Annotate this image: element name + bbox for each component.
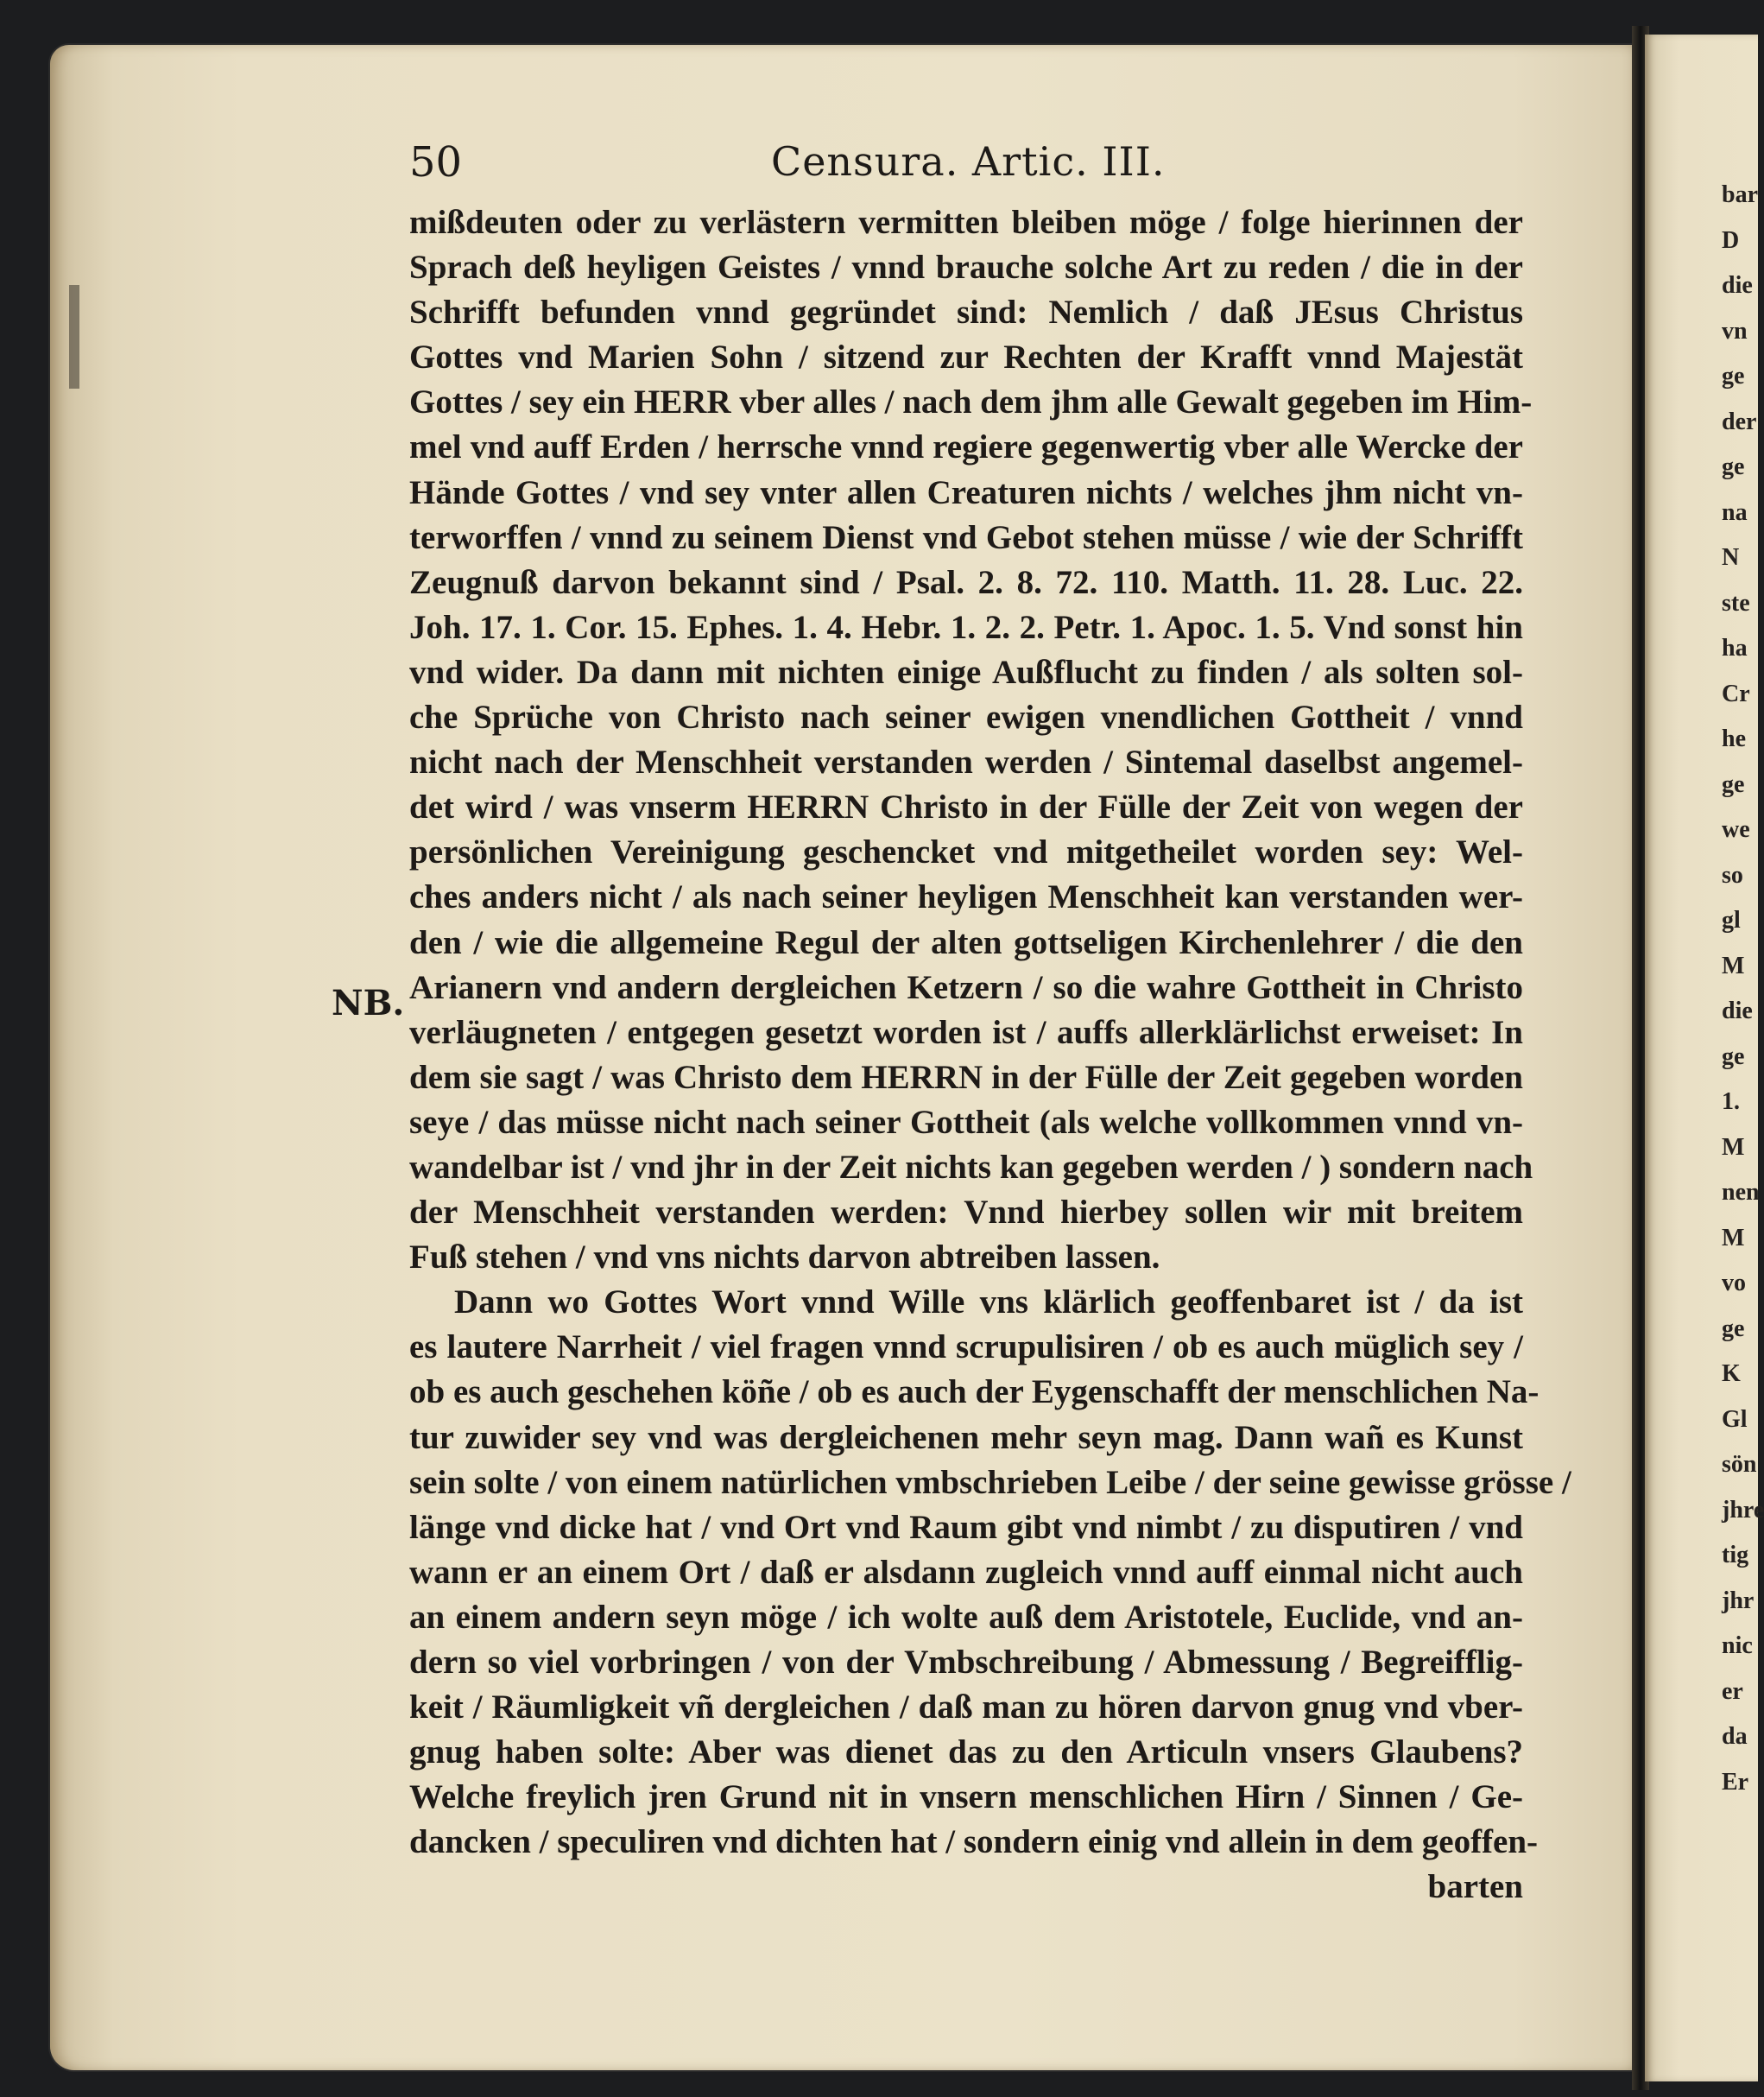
text-line: Gottes vnd Marien Sohn / sitzend zur Rechten der Krafft vnnd Majestät xyxy=(409,339,1523,377)
text-line: nicht nach der Menschheit verstanden werden / Sintemal daselbst angemel- xyxy=(409,744,1523,782)
fragment: Cr xyxy=(1722,680,1750,707)
text-line: Sprach deß heyligen Geistes / vnnd brauche solche Art zu reden / die in der xyxy=(409,249,1523,287)
text-line: ob es auch geschehen köñe / ob es auch der Eygenschafft der menschlichen Na- xyxy=(409,1373,1540,1411)
fragment: nen xyxy=(1722,1179,1760,1206)
fragment: gl xyxy=(1722,907,1741,934)
catchword: barten xyxy=(1427,1868,1523,1906)
fragment: Gl xyxy=(1722,1405,1748,1433)
fragment: der xyxy=(1722,408,1757,435)
text-line: gnug haben solte: Aber was dienet das zu den Articuln vnsers Glaubens? xyxy=(409,1733,1523,1771)
fragment: M xyxy=(1722,1133,1745,1161)
text-line: länge vnd dicke hat / vnd Ort vnd Raum gibt vnd nimbt / zu disputiren / vnd xyxy=(409,1508,1523,1546)
text-line: seye / das müsse nicht nach seiner Gottheit (als welche vollkommen vnnd vn- xyxy=(409,1103,1523,1141)
text-line: wann er an einem Ort / daß er alsdann zugleich vnnd auff einmal nicht auch xyxy=(409,1553,1523,1591)
fragment: tig xyxy=(1722,1542,1749,1568)
text-line: det wird / was vnserm HERRN Christo in der Fülle der Zeit von wegen der xyxy=(409,789,1523,827)
fragment: die xyxy=(1722,272,1753,299)
text-line: Welche freylich jren Grund nit in vnsern menschlichen Hirn / Sinnen / Ge- xyxy=(409,1778,1523,1816)
fragment: vn xyxy=(1722,317,1748,345)
fragment: ge xyxy=(1722,1042,1745,1070)
fragment: bar xyxy=(1722,181,1758,208)
text-line: an einem andern seyn möge / ich wolte auß dem Aristotele, Euclide, vnd an- xyxy=(409,1598,1523,1636)
text-line: den / wie die allgemeine Regul der alten gottseligen Kirchenlehrer / die den xyxy=(409,923,1523,961)
text-line: mel vnd auff Erden / herrsche vnnd regiere gegenwertig vber alle Wercke der xyxy=(409,428,1523,466)
text-line: dancken / speculiren vnd dichten hat / sondern einig vnd allein in dem geoffen- xyxy=(409,1823,1539,1861)
fragment: die xyxy=(1722,998,1753,1024)
text-line: persönlichen Vereinigung geschencket vnd mitgetheilet worden sey: Wel- xyxy=(409,833,1523,871)
fragment: 1. xyxy=(1722,1088,1740,1115)
fragment: M xyxy=(1722,1224,1745,1251)
fragment: ste xyxy=(1722,589,1750,617)
text-line: Schrifft befunden vnnd gegründet sind: Nemlich / daß JEsus Christus xyxy=(409,294,1523,332)
text-line: Joh. 17. 1. Cor. 15. Ephes. 1. 4. Hebr. 1. 2. 2. Petr. 1. Apoc. 1. 5. Vnd sonst hin xyxy=(409,608,1523,646)
text-line: es lautere Narrheit / viel fragen vnnd scrupulisiren / ob es auch müglich sey / xyxy=(409,1328,1523,1366)
text-line: Gottes / sey ein HERR vber alles / nach dem jhm alle Gewalt gegeben im Him- xyxy=(409,383,1533,421)
running-head: Censura. Artic. III. xyxy=(771,138,1166,185)
text-line: tur zuwider sey vnd was dergleichenen mehr seyn mag. Dann wañ es Kunst xyxy=(409,1418,1523,1456)
text-line: dem sie sagt / was Christo dem HERRN in der Fülle der Zeit gegeben worden xyxy=(409,1058,1523,1096)
text-line: Hände Gottes / vnd sey vnter allen Creaturen nichts / welches jhm nicht vn- xyxy=(409,473,1523,511)
fragment: he xyxy=(1722,725,1746,752)
page-number: 50 xyxy=(409,138,463,187)
text-line: terworffen / vnnd zu seinem Dienst vnd Gebot stehen müsse / wie der Schrifft xyxy=(409,518,1523,556)
fragment: M xyxy=(1722,952,1745,979)
fragment: we xyxy=(1722,816,1750,843)
fragment: N xyxy=(1722,544,1740,571)
paragraph-first-line: Dann wo Gottes Wort vnnd Wille vns klärlich geoffenbaret ist / da ist xyxy=(454,1283,1523,1321)
body-text xyxy=(409,200,1571,1910)
text-line: Zeugnuß darvon bekannt sind / Psal. 2. 8. 72. 110. Matth. 11. 28. Luc. 22. xyxy=(409,563,1523,601)
fragment: so xyxy=(1722,861,1743,889)
text-line: keit / Räumligkeit vñ dergleichen / daß man zu hören darvon gnug vnd vber- xyxy=(409,1688,1523,1726)
text-line: Arianern vnd andern dergleichen Ketzern / so die wahre Gottheit in Christo xyxy=(409,968,1523,1006)
fragment: na xyxy=(1722,498,1748,526)
text-line: ches anders nicht / als nach seiner heyligen Menschheit kan verstanden wer- xyxy=(409,878,1523,916)
margin-note: NB. xyxy=(332,983,405,1023)
fragment: ge xyxy=(1722,770,1745,798)
fragment: da xyxy=(1722,1723,1748,1750)
fragment: K xyxy=(1722,1360,1741,1387)
page-edge-shadow xyxy=(69,285,79,389)
fragment: ge xyxy=(1722,453,1745,480)
fragment: D xyxy=(1722,226,1740,254)
text-line: sein solte / von einem natürlichen vmbschrieben Leibe / der seine gewisse grösse / xyxy=(409,1463,1571,1501)
fragment: nic xyxy=(1722,1632,1753,1659)
text-line: vnd wider. Da dann mit nichten einige Außflucht zu finden / als solten sol- xyxy=(409,653,1523,691)
text-line: verläugneten / entgegen gesetzt worden ist / auffs allerklärlichst erweiset: In xyxy=(409,1013,1523,1051)
fragment: Er xyxy=(1722,1768,1749,1796)
text-line: der Menschheit verstanden werden: Vnnd hierbey sollen wir mit breitem xyxy=(409,1194,1523,1232)
fragment: vo xyxy=(1722,1270,1746,1296)
right-page-text-fragments xyxy=(1722,173,1764,1805)
fragment: jhre xyxy=(1722,1496,1764,1524)
fragment: ge xyxy=(1722,1315,1745,1342)
fragment: ge xyxy=(1722,363,1745,390)
text-line: Fuß stehen / vnd vns nichts darvon abtreiben lassen. xyxy=(409,1239,1160,1277)
fragment: jhr xyxy=(1722,1587,1755,1614)
fragment: sön xyxy=(1722,1451,1757,1478)
text-line: mißdeuten oder zu verlästern vermitten bleiben möge / folge hierinnen der xyxy=(409,204,1523,241)
text-line: dern so viel vorbringen / von der Vmbschreibung / Abmessung / Begreifflig- xyxy=(409,1644,1523,1681)
fragment: ha xyxy=(1722,635,1748,662)
text-line: che Sprüche von Christo nach seiner ewigen vnendlichen Gottheit / vnnd xyxy=(409,699,1523,737)
fragment: er xyxy=(1722,1677,1743,1705)
text-line: wandelbar ist / vnd jhr in der Zeit nichts kan gegeben werden / ) sondern nach xyxy=(409,1148,1533,1186)
